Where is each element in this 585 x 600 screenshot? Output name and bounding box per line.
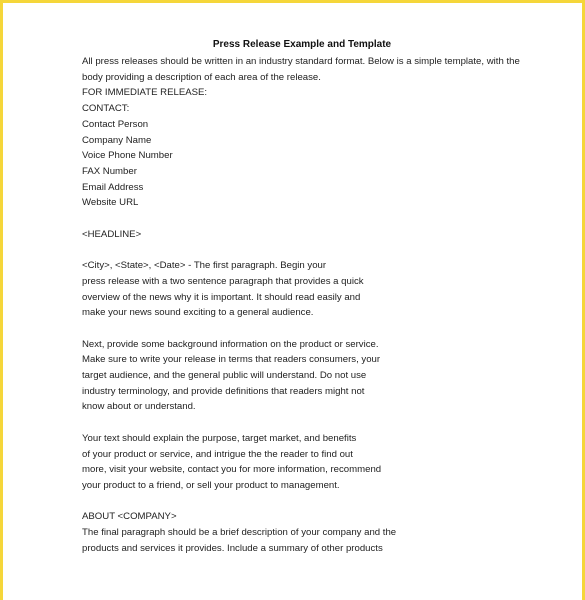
paragraph-line: <City>, <State>, <Date> - The first paragraph. Begin your	[82, 260, 327, 272]
spacer	[82, 321, 522, 337]
paragraph-line: industry terminology, and provide definitions that readers might not	[82, 385, 365, 397]
contact-field: Website URL	[82, 197, 139, 209]
paragraph-line: press release with a two sentence paragraph that provides a quick	[82, 275, 364, 287]
contact-field: FAX Number	[82, 165, 137, 177]
paragraph-line: Make sure to write your release in terms that readers consumers, your	[82, 354, 381, 366]
bottom-fade-overlay	[3, 560, 582, 600]
for-immediate-release-label: FOR IMMEDIATE RELEASE:	[82, 87, 208, 99]
about-heading: ABOUT <COMPANY>	[82, 511, 177, 523]
contact-heading: CONTACT:	[82, 103, 130, 115]
paragraph-line: products and services it provides. Include a summary of other products	[82, 542, 383, 554]
paragraph-line: target audience, and the general public will understand. Do not use	[82, 370, 367, 382]
paragraph-line: overview of the news why it is important. It should read easily and	[82, 291, 361, 303]
paragraph-line: know about or understand.	[82, 401, 196, 413]
paragraph-line: more, visit your website, contact you for more information, recommend	[82, 464, 382, 476]
spacer	[82, 494, 522, 510]
contact-field: Company Name	[82, 134, 152, 146]
paragraph-line: your product to a friend, or sell your product to management.	[82, 479, 340, 491]
spacer	[82, 211, 522, 227]
intro-line: body providing a description of each area of the release.	[82, 71, 321, 83]
paragraph-line: Next, provide some background information on the product or service.	[82, 338, 379, 350]
spacer	[82, 242, 522, 258]
paragraph-line: The final paragraph should be a brief description of your company and the	[82, 527, 397, 539]
paragraph-line: of your product or service, and intrigue the the reader to find out	[82, 448, 353, 460]
document-body	[82, 37, 522, 556]
headline-placeholder: <HEADLINE>	[82, 228, 142, 240]
intro-line: All press releases should be written in an industry standard format. Below is a simple template, with the	[82, 56, 520, 67]
contact-field: Email Address	[82, 181, 144, 193]
contact-field: Contact Person	[82, 118, 149, 130]
paragraph-line: Your text should explain the purpose, target market, and benefits	[82, 432, 357, 444]
contact-field: Voice Phone Number	[82, 150, 173, 162]
paragraph-line: make your news sound exciting to a general audience.	[82, 307, 314, 319]
spacer	[82, 415, 522, 431]
document-page	[3, 3, 582, 600]
document-title: Press Release Example and Template	[212, 39, 392, 50]
